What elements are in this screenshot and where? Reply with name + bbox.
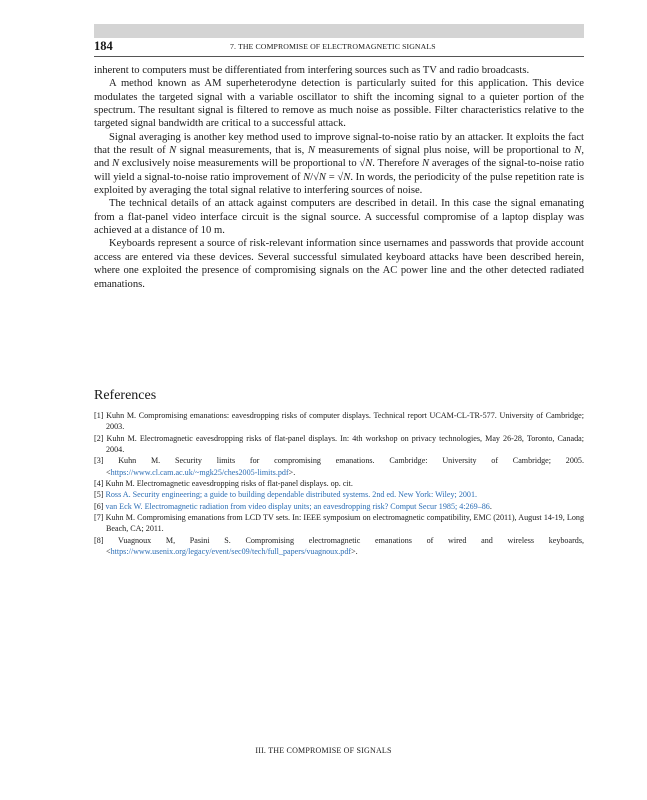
paragraph-1: inherent to computers must be differentiated from interfering sources such as TV and radio broadcasts.: [94, 65, 530, 76]
math-var-n: N: [318, 171, 326, 183]
math-var-n: N: [112, 158, 120, 170]
page-number: 184: [94, 39, 113, 53]
text-run: Signal averaging is another key method used to improve signal-to-noise ratio by an attacker. It exploits the fact that the result of: [94, 131, 584, 157]
references-heading: References: [94, 388, 157, 403]
reference-link[interactable]: https://www.cl.cam.ac.uk/~mgk25/ches2005-limits.pdf: [110, 467, 289, 477]
math-var-n: N: [365, 158, 373, 170]
text-run: exclusively noise measurements will be proportional to √: [119, 158, 366, 170]
reference-3: [94, 455, 584, 478]
text-run: . Therefore: [372, 158, 422, 170]
body-text: [94, 64, 584, 291]
math-var-n: N: [422, 158, 430, 170]
reference-4: [4] Kuhn M. Electromagnetic eavesdropping risks of flat-panel displays. op. cit.: [94, 479, 353, 489]
math-var-n: N: [303, 171, 311, 183]
reference-list: [94, 410, 584, 557]
reference-1: [1] Kuhn M. Compromising emanations: eavesdropping risks of computer displays. Technical report UCAM-CL-TR-577. University of Cambridge; 2003.: [94, 411, 584, 432]
text-run: measurements of signal plus noise, will be proportional to: [314, 145, 575, 157]
chapter-title: 7. THE COMPROMISE OF ELECTROMAGNETIC SIGNALS: [230, 42, 436, 51]
reference-link[interactable]: Ross A. Security engineering; a guide to building dependable distributed systems. 2nd ed. New York: Wiley; 2001.: [105, 490, 478, 500]
paragraph-5: Keyboards represent a source of risk-relevant information since usernames and passwords that provide account access are entered via these devices. Several successful simulated keyboard attacks have been described herein, where one exploited the presence of compromising signals on the AC power line and the other detected radiated emanations.: [94, 238, 584, 290]
header-band: [94, 24, 584, 38]
reference-text-end: >.: [351, 547, 358, 557]
running-head: [94, 38, 584, 57]
math-var-n: N: [574, 145, 582, 157]
reference-link[interactable]: https://www.usenix.org/legacy/event/sec09/tech/full_papers/vuagnoux.pdf: [110, 547, 352, 557]
reference-number: [5]: [94, 490, 106, 500]
reference-8: [94, 535, 584, 558]
text-run: , and: [94, 145, 584, 170]
math-var-n: N: [343, 171, 351, 183]
reference-7: [7] Kuhn M. Compromising emanations from LCD TV sets. In: IEEE symposium on electromagnetic compatibility, EMC (2011), August 14-19, Long Beach, CA; 2011.: [94, 513, 584, 534]
reference-text-end: .: [489, 501, 492, 511]
paragraph-2: A method known as AM superheterodyne detection is particularly suited for this application. This device modulates the targeted signal with a variable oscillator to shift the incoming signal to a quieter portion of the spectrum. The resultant signal is filtered to remove as much noise as possible. Filter characteristics relative to the targeted signal bandwidth are critical to a successful attack.: [94, 78, 584, 130]
reference-text-end: >.: [288, 467, 296, 477]
math-var-n: N: [169, 145, 177, 157]
reference-text: [3] Kuhn M. Security limits for compromising emanations. Cambridge: University of Cambridge; 2005. <: [94, 456, 584, 477]
reference-2: [2] Kuhn M. Electromagnetic eavesdropping risks of flat-panel displays. In: 4th workshop on privacy technologies, May 26-28, Toronto, Canada; 2004.: [94, 433, 584, 455]
reference-link[interactable]: van Eck W. Electromagnetic radiation from video display units; an eavesdropping risk? Comput Secur 1985; 4:269–86: [105, 501, 490, 511]
page-footer: III. THE COMPROMISE OF SIGNALS: [255, 746, 392, 755]
text-run: /√: [310, 171, 319, 183]
paragraph-4: The technical details of an attack against computers are described in detail. In this case the signal emanating from a flat-panel video interface circuit is the signal source. A successful compromise of a laptop display was achieved at a distance of 10 m.: [94, 198, 584, 237]
reference-number: [6]: [94, 501, 106, 511]
paragraph-3: [94, 131, 584, 198]
reference-5: [94, 489, 584, 500]
text-run: signal measurements, that is,: [176, 145, 308, 157]
text-run: . In words, the periodicity of the pulse repetition rate is exploited by averaging the total signal relative to interfering sources of noise.: [94, 171, 584, 197]
math-var-n: N: [307, 145, 315, 157]
text-run: averages of the signal-to-noise ratio will yield a signal-to-noise ratio improvement of: [94, 158, 585, 183]
text-run: = √: [326, 171, 344, 183]
reference-6: [94, 501, 584, 512]
reference-text: [8] Vuagnoux M, Pasini S. Compromising electromagnetic emanations of wired and wireless keyboards, <: [94, 535, 584, 557]
